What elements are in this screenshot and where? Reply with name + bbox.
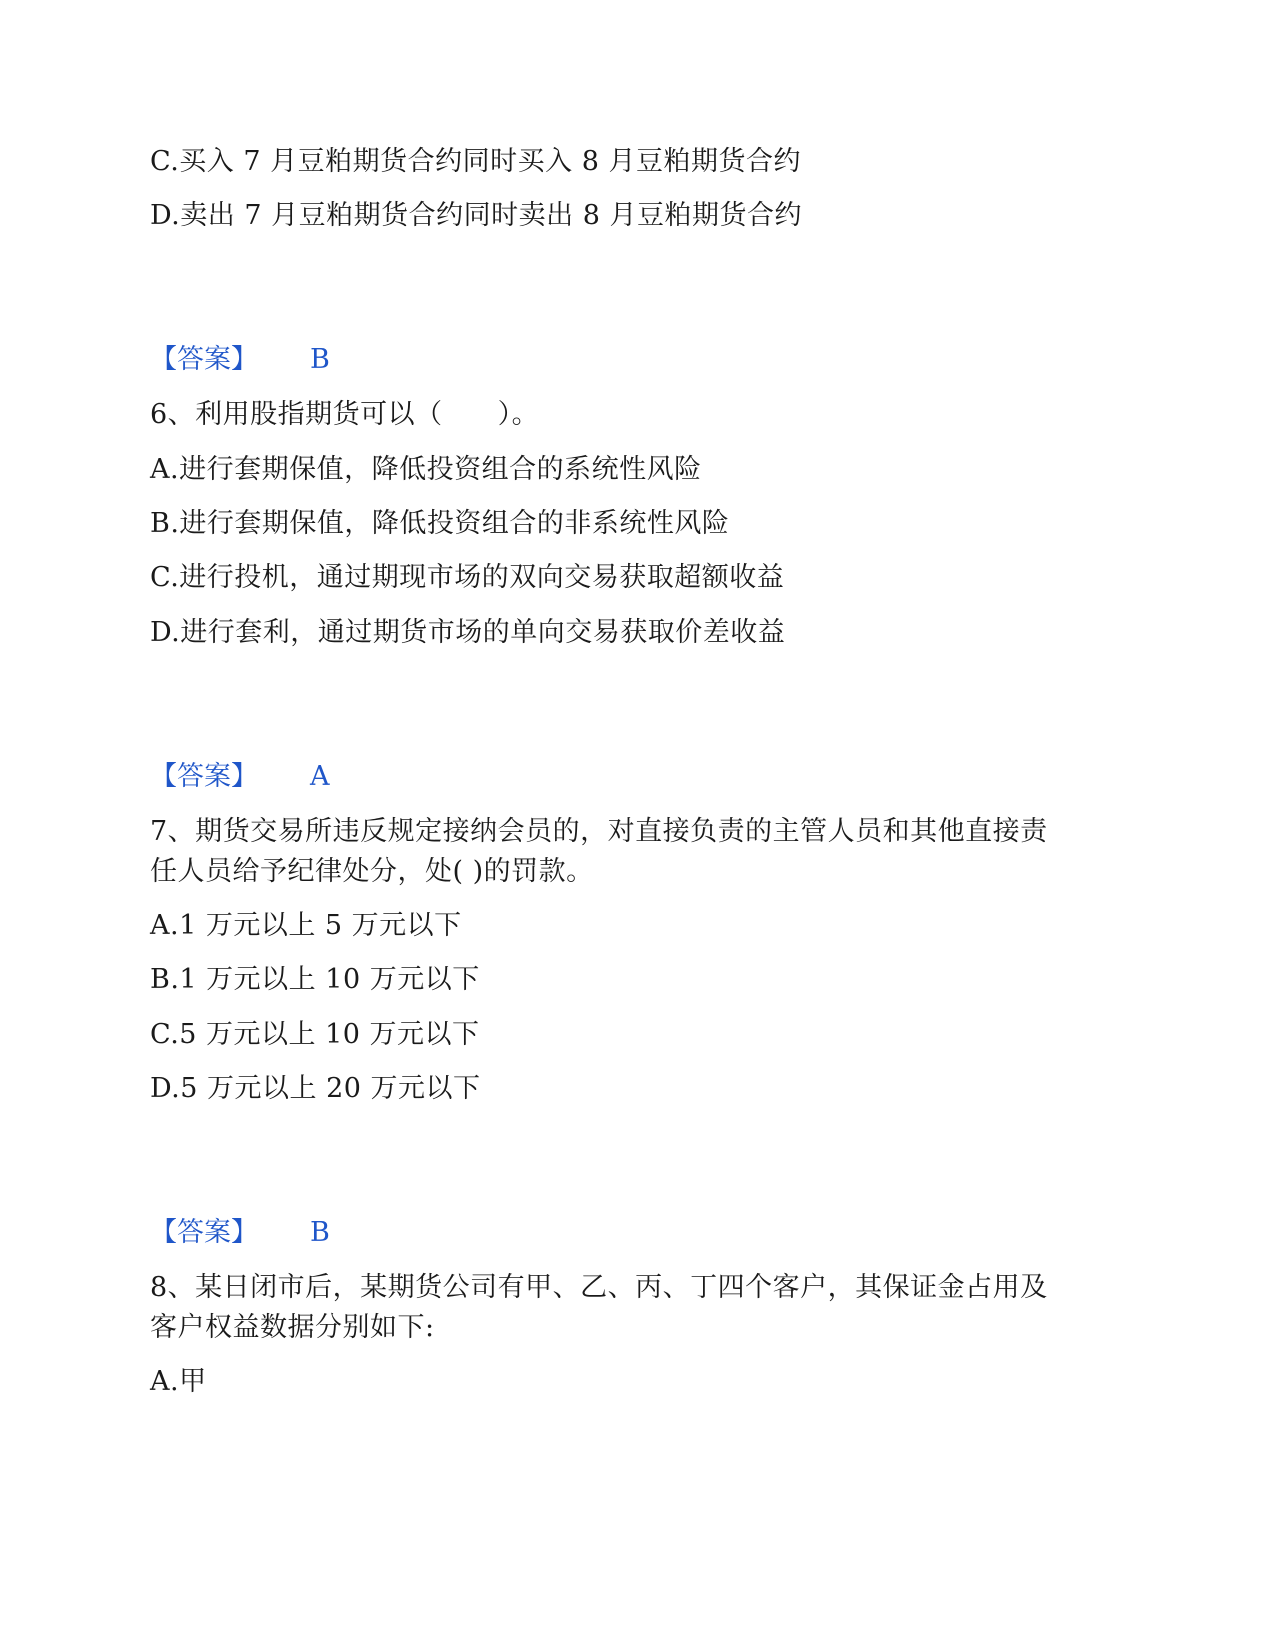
question-5-answer (150, 343, 330, 377)
question-7-answer (150, 1216, 330, 1250)
question-8-stem-line-2: 客户权益数据分别如下: (150, 1312, 435, 1343)
question-6-answer (150, 760, 330, 794)
question-6-option-c: C.进行投机，通过期现市场的双向交易获取超额收益 (150, 562, 785, 593)
question-5-option-d: D.卖出 7 月豆粕期货合约同时卖出 8 月豆粕期货合约 (150, 200, 802, 231)
answer-label: 【答案】 (150, 344, 258, 375)
question-7-option-c: C.5 万元以上 10 万元以下 (150, 1019, 480, 1050)
question-6-option-d: D.进行套利，通过期货市场的单向交易获取价差收益 (150, 617, 786, 648)
question-8-stem-line-1: 8、某日闭市后，某期货公司有甲、乙、丙、丁四个客户，其保证金占用及 (150, 1272, 1048, 1303)
question-7-option-d: D.5 万元以上 20 万元以下 (150, 1073, 481, 1104)
answer-label: 【答案】 (150, 1217, 258, 1248)
question-6-stem: 6、利用股指期货可以（ ）。 (150, 399, 540, 430)
question-6-option-a: A.进行套期保值，降低投资组合的系统性风险 (150, 454, 702, 485)
question-7-option-b: B.1 万元以上 10 万元以下 (150, 964, 480, 995)
question-7-stem-line-1: 7、期货交易所违反规定接纳会员的，对直接负责的主管人员和其他直接责 (150, 816, 1048, 847)
answer-value: A (310, 761, 330, 792)
question-6-option-b: B.进行套期保值，降低投资组合的非系统性风险 (150, 508, 730, 539)
answer-value: B (310, 344, 330, 375)
answer-value: B (310, 1217, 330, 1248)
question-8-option-a: A.甲 (150, 1366, 207, 1397)
answer-label: 【答案】 (150, 761, 258, 792)
question-5-option-c: C.买入 7 月豆粕期货合约同时买入 8 月豆粕期货合约 (150, 146, 801, 177)
question-7-option-a: A.1 万元以上 5 万元以下 (150, 910, 462, 941)
question-7-stem-line-2: 任人员给予纪律处分，处( )的罚款。 (150, 856, 594, 887)
